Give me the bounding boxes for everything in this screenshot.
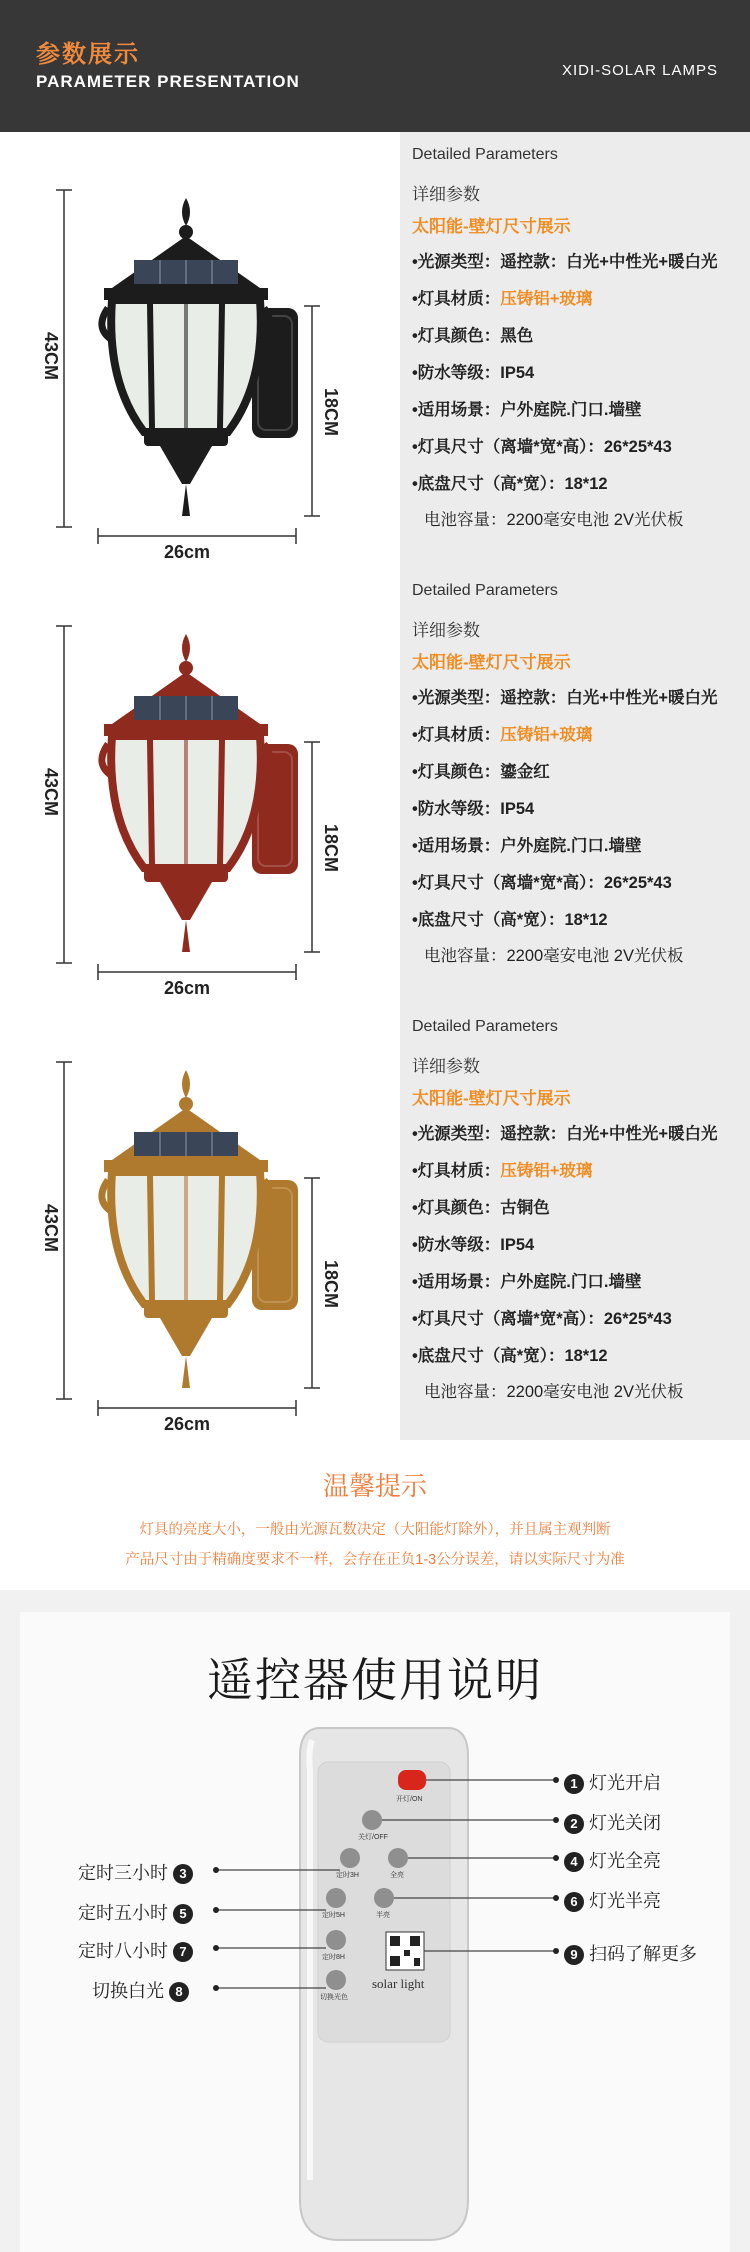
param-value: 18*12 [564,911,608,929]
param-label: •底盘尺寸（高*宽）： [412,911,565,929]
param-label: •灯具材质： [412,290,501,308]
param-value: 26*25*43 [603,1310,672,1328]
height-dimension: 43CM [41,1204,61,1253]
param-row-waterproof [412,359,534,383]
param-value: 18*12 [564,475,608,493]
tips-title: 温馨提示 [322,1471,427,1501]
param-row-scene [412,1268,641,1292]
params-heading-cn: 详细参数 [412,621,480,640]
param-value: 户外庭院.门口.墙壁 [500,837,642,855]
param-value: 黑色 [500,327,534,345]
param-row-color [412,1194,550,1218]
param-label: •灯具颜色： [412,1199,501,1217]
param-row-base [412,470,608,494]
param-label: •适用场景： [412,401,501,419]
param-row-material [412,1157,592,1181]
remote-label-4: 4 灯光全亮 [564,1847,661,1873]
remote-label-5: 定时五小时 5 [78,1899,193,1925]
battery-capacity: 电池容量：2200毫安电池 2V光伏板 [424,1383,684,1401]
params-heading-cn: 详细参数 [412,185,480,204]
param-value: 压铸铝+玻璃 [500,290,593,308]
remote-label-2: 2 灯光关闭 [564,1809,661,1835]
param-label: •灯具尺寸（离墙*宽*高）： [412,1310,604,1328]
param-label: •光源类型： [412,253,501,271]
remote-key-text-on: 开灯/ON [396,1796,423,1803]
param-value: 压铸铝+玻璃 [500,726,593,744]
param-value: 压铸铝+玻璃 [500,1162,593,1180]
remote-label-7: 定时八小时 7 [78,1937,193,1963]
param-row-material [412,721,592,745]
param-value: 古铜色 [500,1199,550,1217]
param-row-light-source [412,684,718,708]
param-label: •灯具材质： [412,726,501,744]
param-value: 遥控款：白光+中性光+暖白光 [500,1125,718,1143]
battery-capacity: 电池容量：2200毫安电池 2V光伏板 [424,947,684,965]
remote-brand: solar light [372,1976,425,1991]
param-row-material [412,285,592,309]
width-dimension: 26cm [164,978,211,998]
remote-key-text-3h: 定时3H [336,1872,359,1879]
param-row-size [412,1305,672,1329]
remote-key-text-off: 关灯/OFF [358,1834,388,1841]
width-dimension: 26cm [164,1414,211,1434]
params-heading-cn: 详细参数 [412,1057,480,1076]
param-row-base [412,1342,608,1366]
param-label: •灯具材质： [412,1162,501,1180]
remote-label-3: 定时三小时 3 [78,1859,193,1885]
param-value: IP54 [500,364,535,382]
param-row-light-source [412,1120,718,1144]
param-label: •灯具颜色： [412,763,501,781]
params-heading-en: Detailed Parameters [412,1018,558,1035]
height-dimension: 43CM [41,332,61,381]
param-row-scene [412,832,641,856]
param-label: •光源类型： [412,689,501,707]
param-label: •灯具尺寸（离墙*宽*高）： [412,874,604,892]
param-label: •防水等级： [412,364,501,382]
param-value: 26*25*43 [603,874,672,892]
tips-line-2: 产品尺寸由于精确度要求不一样，会存在正负1-3公分误差，请以实际尺寸为准 [125,1552,625,1568]
param-value: 26*25*43 [603,438,672,456]
param-row-size [412,869,672,893]
param-label: •灯具颜色： [412,327,501,345]
brand-name: XIDI-SOLAR LAMPS [561,62,718,79]
battery-capacity: 电池容量：2200毫安电池 2V光伏板 [424,511,684,529]
param-row-base [412,906,608,930]
remote-key-text-half: 半亮 [376,1912,390,1919]
param-label: •适用场景： [412,1273,501,1291]
height-dimension: 43CM [41,768,61,817]
param-value: 户外庭院.门口.墙壁 [500,401,642,419]
header-title-en: PARAMETER PRESENTATION [36,72,300,91]
remote-title: 遥控器使用说明 [207,1654,543,1706]
params-title: 太阳能-壁灯尺寸展示 [412,217,571,236]
params-heading-en: Detailed Parameters [412,146,558,163]
remote-key-text-8h: 定时8H [322,1954,345,1961]
param-value: IP54 [500,1236,535,1254]
plate-dimension: 18CM [321,824,341,873]
remote-label-6: 6 灯光半亮 [564,1887,661,1913]
params-heading-en: Detailed Parameters [412,582,558,599]
param-row-waterproof [412,795,534,819]
param-label: •灯具尺寸（离墙*宽*高）： [412,438,604,456]
product-section [0,1004,750,1440]
param-value: 18*12 [564,1347,608,1365]
param-label: •防水等级： [412,800,501,818]
remote-key-text-switch: 切换光色 [320,1994,348,2001]
plate-dimension: 18CM [321,1260,341,1309]
remote-label-1: 1 灯光开启 [564,1769,661,1795]
param-row-scene [412,396,641,420]
param-row-color [412,758,550,782]
param-value: IP54 [500,800,535,818]
param-value: 鎏金红 [500,763,550,781]
width-dimension: 26cm [164,542,211,562]
remote-label-8: 切换白光 8 [92,1977,189,2003]
param-row-size [412,433,672,457]
param-label: •光源类型： [412,1125,501,1143]
param-row-light-source [412,248,718,272]
header-bar [0,0,750,132]
remote-key-text-full: 全亮 [390,1872,404,1879]
plate-dimension: 18CM [321,388,341,437]
product-section [0,132,750,568]
param-row-color [412,322,533,346]
remote-key-text-5h: 定时5H [322,1912,345,1919]
param-value: 遥控款：白光+中性光+暖白光 [500,689,718,707]
params-title: 太阳能-壁灯尺寸展示 [412,1089,571,1108]
param-value: 户外庭院.门口.墙壁 [500,1273,642,1291]
remote-power-key [398,1770,426,1790]
product-section [0,568,750,1004]
param-value: 遥控款：白光+中性光+暖白光 [500,253,718,271]
tips-line-1: 灯具的亮度大小，一般由光源瓦数决定（大阳能灯除外），并且属主观判断 [139,1522,611,1538]
remote-label-9: 9 扫码了解更多 [564,1940,697,1966]
param-label: •适用场景： [412,837,501,855]
param-label: •防水等级： [412,1236,501,1254]
params-title: 太阳能-壁灯尺寸展示 [412,653,571,672]
param-label: •底盘尺寸（高*宽）： [412,475,565,493]
header-title-cn: 参数展示 [36,41,140,68]
param-row-waterproof [412,1231,534,1255]
param-label: •底盘尺寸（高*宽）： [412,1347,565,1365]
